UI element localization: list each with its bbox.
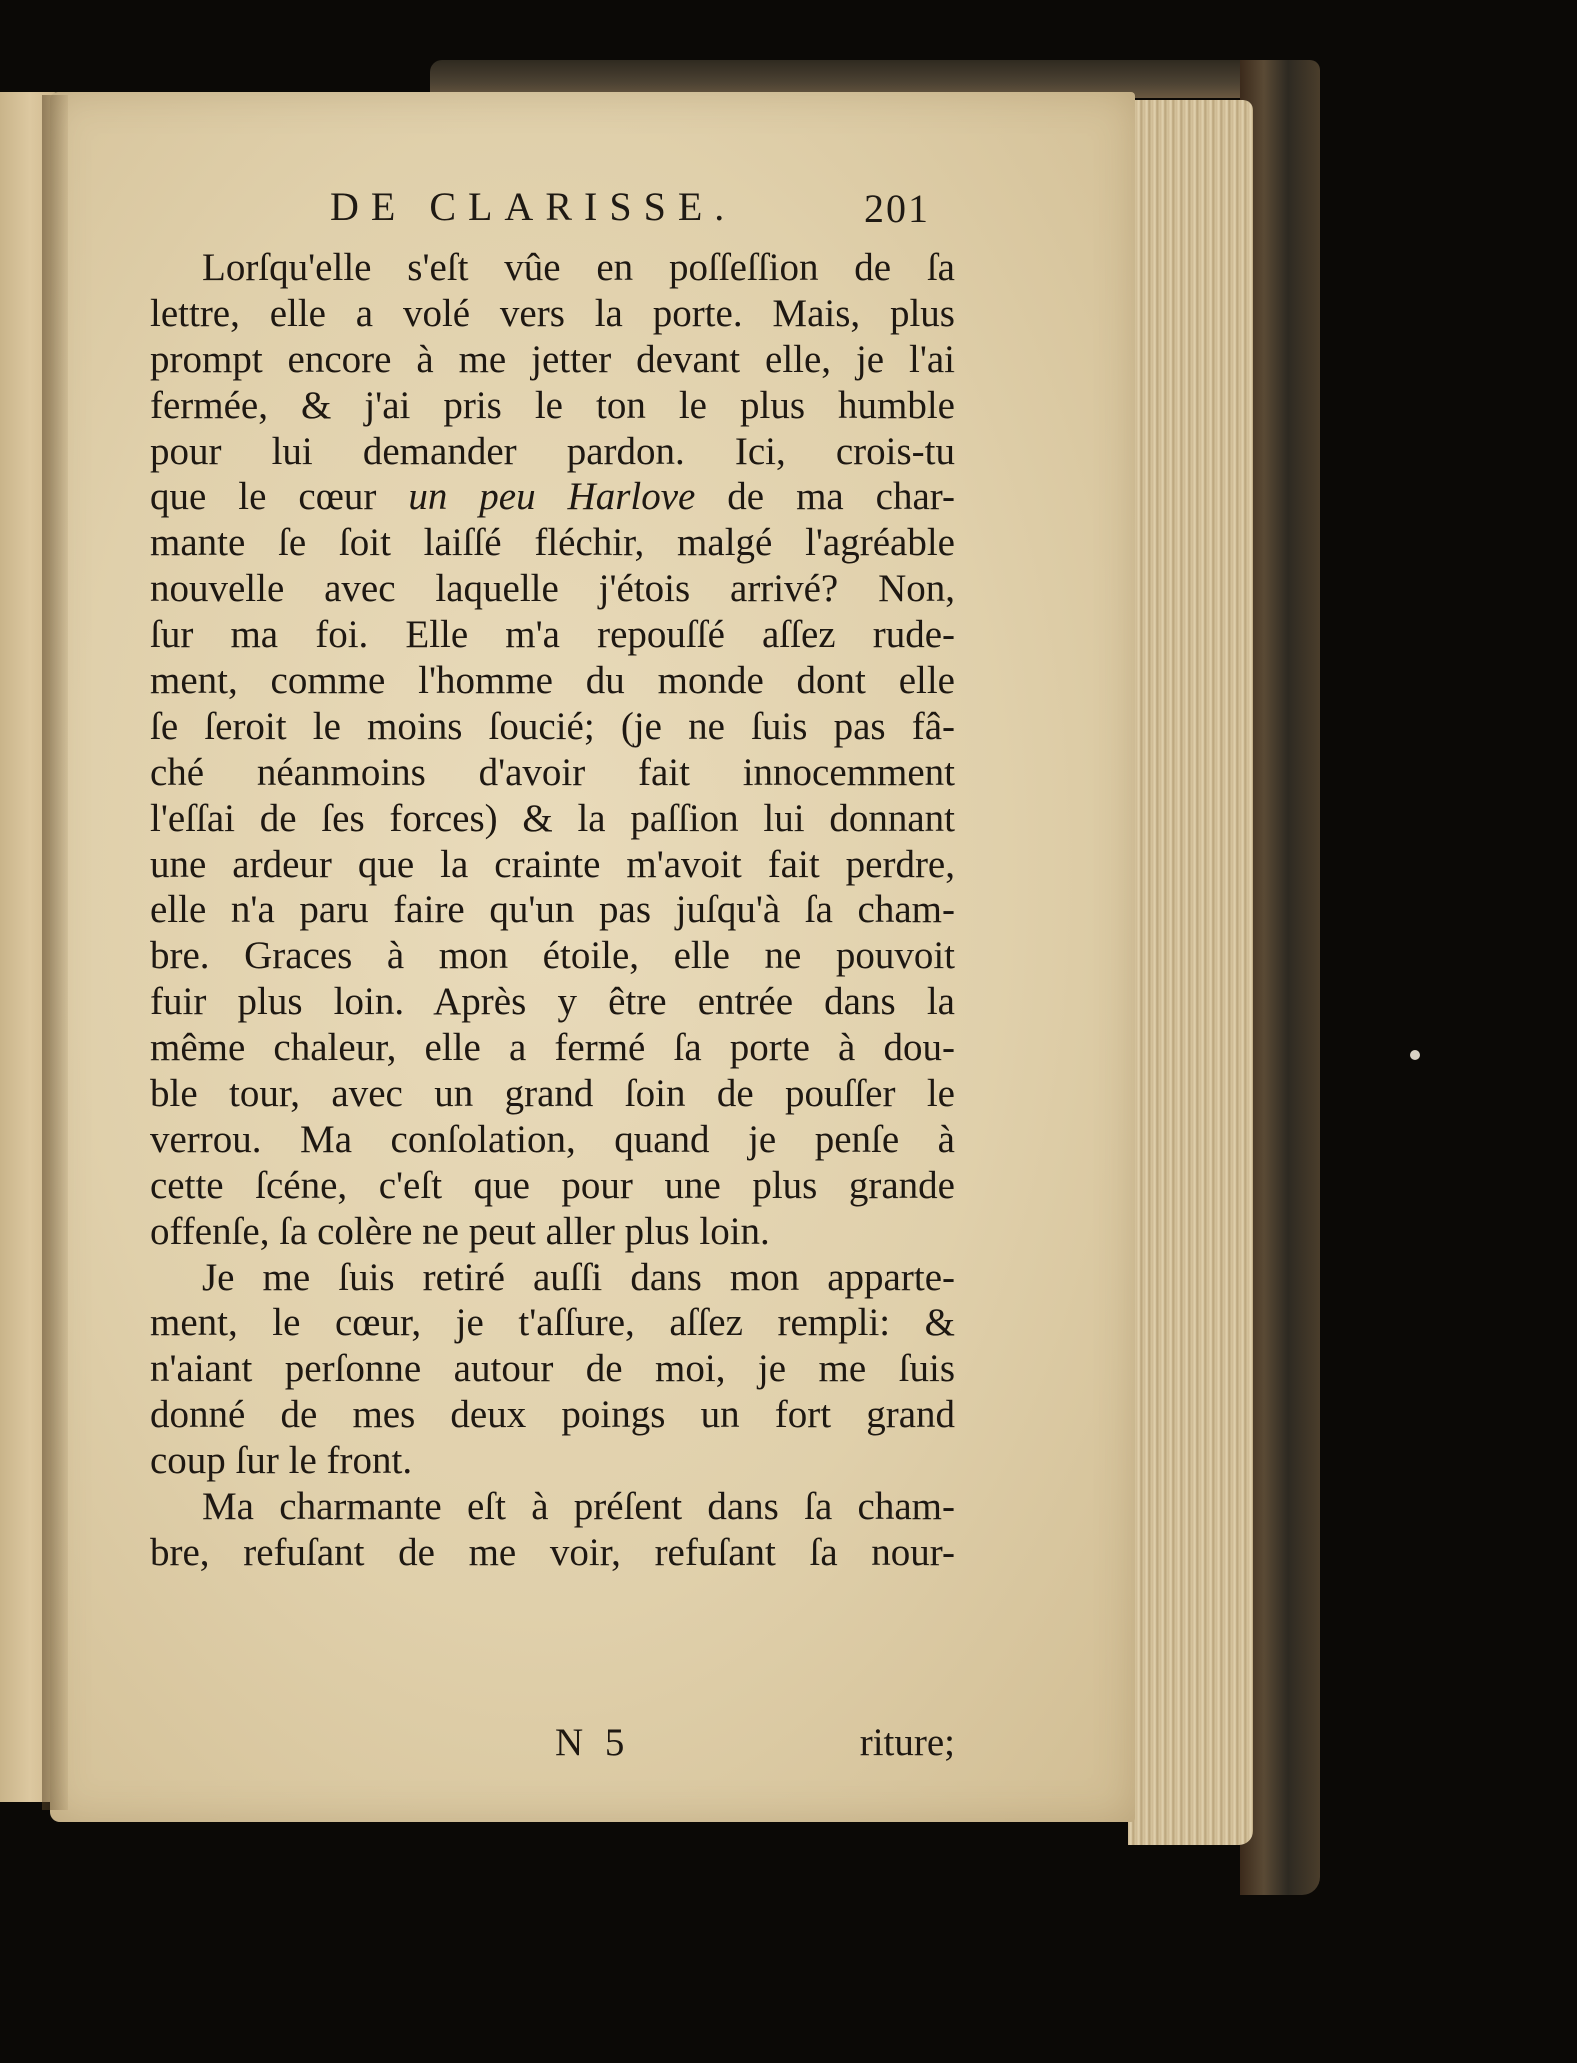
- text-segment: de ma char-: [695, 475, 955, 519]
- text-line: [150, 933, 955, 979]
- text-line: [150, 842, 955, 888]
- text-line: [150, 1484, 955, 1530]
- text-segment: elle n'a paru faire qu'un pas juſqu'à ſa cham-: [150, 888, 955, 932]
- text-segment: cette ſcéne, c'eſt que pour une plus grande: [150, 1163, 955, 1207]
- text-line: [150, 1530, 955, 1576]
- text-segment: offenſe, ſa colère ne peut aller plus loin.: [150, 1209, 770, 1253]
- text-segment: verrou. Ma conſolation, quand je penſe à: [150, 1117, 955, 1161]
- text-line: [150, 429, 955, 475]
- text-line: [150, 474, 955, 520]
- text-line: [150, 1071, 955, 1117]
- text-line: [150, 612, 955, 658]
- page-number: 201: [864, 186, 930, 231]
- page-footer: [150, 1720, 955, 1770]
- text-line: [150, 1255, 955, 1301]
- page-header: [330, 183, 930, 239]
- body-text: [150, 245, 955, 1576]
- page-fore-edge: [1128, 100, 1253, 1845]
- text-line: [150, 1209, 955, 1255]
- text-segment: bre, refuſant de me voir, refuſant ſa nour-: [150, 1530, 955, 1574]
- text-segment: fermée, & j'ai pris le ton le plus humble: [150, 383, 955, 427]
- text-line: [150, 704, 955, 750]
- text-line: [150, 1117, 955, 1163]
- text-segment: même chaleur, elle a fermé ſa porte à dou-: [150, 1026, 955, 1070]
- text-line: [150, 520, 955, 566]
- text-line: [150, 979, 955, 1025]
- text-line: [150, 887, 955, 933]
- text-segment: fuir plus loin. Après y être entrée dans la: [150, 980, 955, 1024]
- text-segment: une ardeur que la crainte m'avoit fait perdre,: [150, 842, 955, 886]
- text-line: [150, 383, 955, 429]
- signature-mark: N 5: [555, 1721, 631, 1764]
- text-segment: l'eſſai de ſes forces) & la paſſion lui donnant: [150, 796, 955, 840]
- running-title: DE CLARISSE.: [330, 184, 737, 229]
- catchword: riture;: [859, 1721, 955, 1764]
- text-line: [150, 1300, 955, 1346]
- text-segment: ment, comme l'homme du monde dont elle: [150, 659, 955, 703]
- text-segment: ſur ma foi. Elle m'a repouſſé aſſez rude-: [150, 613, 955, 657]
- text-segment: pour lui demander pardon. Ici, crois-tu: [150, 429, 955, 473]
- text-segment: Je me ſuis retiré auſſi dans mon apparte-: [202, 1255, 955, 1299]
- text-line: [150, 337, 955, 383]
- text-segment: mante ſe ſoit laiſſé fléchir, malgé l'agréable: [150, 521, 955, 565]
- text-segment: coup ſur le front.: [150, 1439, 413, 1483]
- text-segment: ment, le cœur, je t'aſſure, aſſez rempli: &: [150, 1301, 955, 1345]
- dust-speck: [1410, 1050, 1420, 1060]
- text-segment: bre. Graces à mon étoile, elle ne pouvoit: [150, 934, 955, 978]
- text-line: [150, 796, 955, 842]
- text-line: [150, 1392, 955, 1438]
- text-segment: donné de mes deux poings un fort grand: [150, 1393, 955, 1437]
- text-line: [150, 1025, 955, 1071]
- text-line: [150, 566, 955, 612]
- text-segment: prompt encore à me jetter devant elle, je l'ai: [150, 337, 955, 381]
- page-gutter: [42, 95, 68, 1810]
- text-segment: n'aiant perſonne autour de moi, je me ſuis: [150, 1347, 955, 1391]
- text-segment: Lorſqu'elle s'eſt vûe en poſſeſſion de ſa: [202, 246, 955, 289]
- text-line: [150, 245, 955, 291]
- text-segment: lettre, elle a volé vers la porte. Mais, plus: [150, 291, 955, 335]
- text-line: [150, 1438, 955, 1484]
- text-line: [150, 1346, 955, 1392]
- text-line: [150, 291, 955, 337]
- text-segment: nouvelle avec laquelle j'étois arrivé? Non,: [150, 567, 955, 611]
- text-segment: Ma charmante eſt à préſent dans ſa cham-: [202, 1485, 955, 1529]
- text-line: [150, 658, 955, 704]
- text-line: [150, 750, 955, 796]
- text-segment: ble tour, avec un grand ſoin de pouſſer le: [150, 1072, 955, 1116]
- italic-text: un peu Harlove: [408, 475, 696, 519]
- text-segment: ché néanmoins d'avoir fait innocemment: [150, 750, 955, 794]
- text-line: [150, 1163, 955, 1209]
- text-segment: que le cœur: [150, 475, 409, 519]
- text-segment: ſe ſeroit le moins ſoucié; (je ne ſuis pas fâ-: [150, 704, 955, 748]
